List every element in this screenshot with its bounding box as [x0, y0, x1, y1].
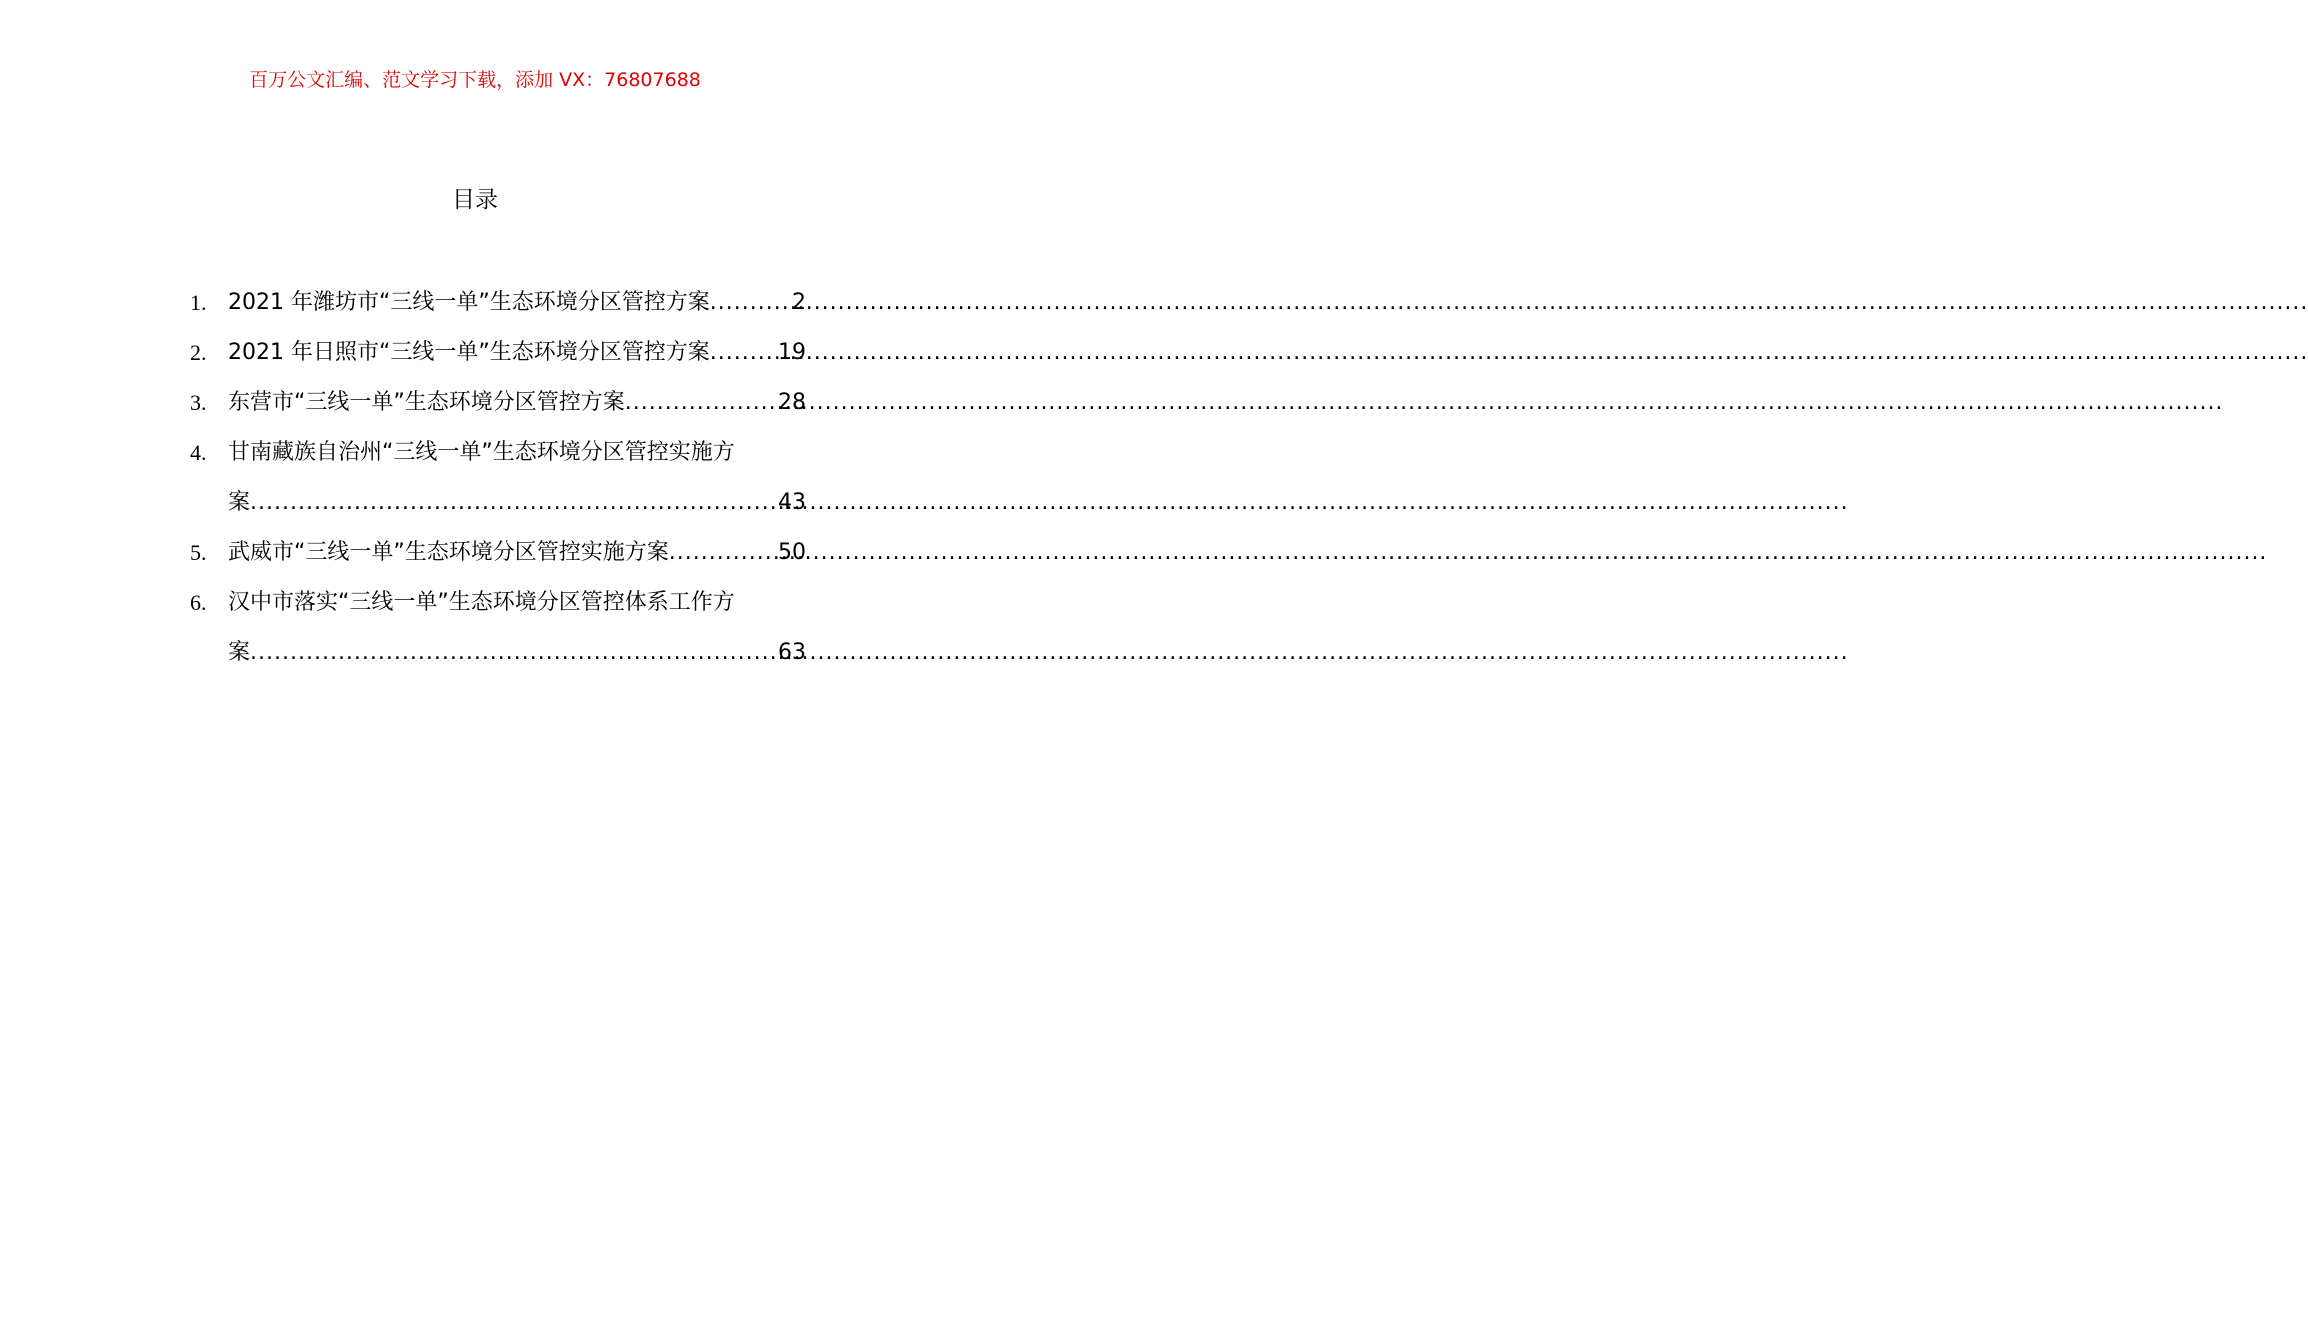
toc-entry-line [228, 428, 806, 478]
toc-entry-line [228, 478, 806, 528]
toc-page-number: 28 [778, 390, 806, 415]
toc-page-number: 19 [778, 340, 806, 365]
toc-entry-line [228, 378, 806, 428]
toc-entry-number: 3. [190, 390, 207, 415]
toc-entry-title: 2021 年日照市“三线一单”生态环境分区管控方案 [228, 340, 710, 365]
toc-dot-leader [669, 528, 778, 578]
table-of-contents [190, 278, 806, 678]
toc-entry-title-continued: 案 [228, 490, 251, 515]
toc-page-number: 63 [778, 640, 806, 665]
toc-entry-body [228, 428, 806, 528]
toc-dot-leader [250, 628, 778, 678]
toc-entry-title-continued: 案 [228, 640, 251, 665]
toc-entry[interactable] [190, 528, 806, 578]
toc-entry[interactable] [190, 378, 806, 428]
toc-entry-title: 武威市“三线一单”生态环境分区管控实施方案 [228, 540, 669, 565]
toc-entry-number: 6. [190, 590, 207, 615]
toc-dot-leader [625, 378, 778, 428]
toc-entry-body [228, 278, 806, 328]
toc-entry-number: 5. [190, 540, 207, 565]
toc-entry-line [228, 578, 806, 628]
toc-entry-body [228, 578, 806, 678]
toc-title: 目录 [452, 187, 498, 213]
toc-entry[interactable] [190, 278, 806, 328]
toc-entry-line [228, 528, 806, 578]
toc-entry-title: 汉中市落实“三线一单”生态环境分区管控体系工作方 [228, 590, 735, 615]
toc-entry-number: 2. [190, 340, 207, 365]
toc-entry-line [228, 328, 806, 378]
toc-entry[interactable] [190, 578, 806, 678]
toc-entry[interactable] [190, 328, 806, 378]
toc-page-number: 50 [778, 540, 806, 565]
toc-entry-body [228, 528, 806, 578]
toc-entry-line [228, 278, 806, 328]
toc-page-number: 2 [792, 290, 806, 315]
toc-entry-body [228, 328, 806, 378]
toc-dot-leader [710, 328, 778, 378]
toc-dot-leader [710, 278, 792, 328]
toc-entry-title: 2021 年潍坊市“三线一单”生态环境分区管控方案 [228, 290, 710, 315]
header-banner: 百万公文汇编、范文学习下载，添加 VX：76807688 [249, 69, 701, 91]
toc-page-number: 43 [778, 490, 806, 515]
toc-entry-number: 1. [190, 290, 207, 315]
toc-dot-leader [250, 478, 778, 528]
toc-entry-body [228, 378, 806, 428]
toc-entry[interactable] [190, 428, 806, 528]
toc-entry-line [228, 628, 806, 678]
toc-entry-title: 东营市“三线一单”生态环境分区管控方案 [228, 390, 625, 415]
toc-entry-number: 4. [190, 440, 207, 465]
toc-entry-title: 甘南藏族自治州“三线一单”生态环境分区管控实施方 [228, 440, 735, 465]
